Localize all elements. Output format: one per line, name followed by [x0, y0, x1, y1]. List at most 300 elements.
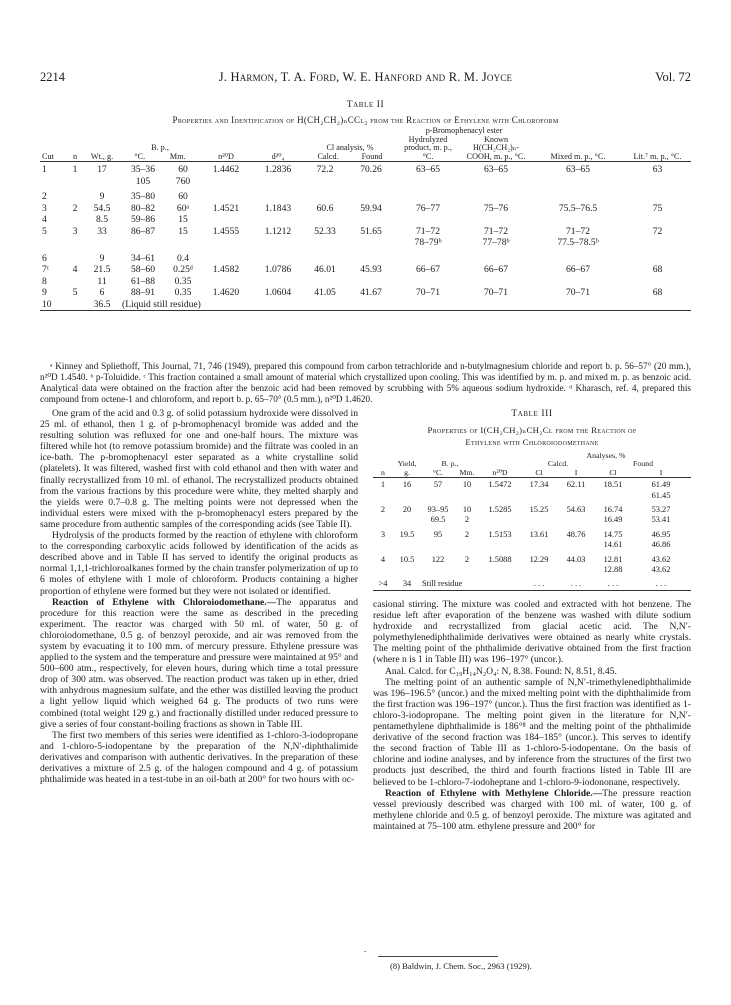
table3-caption-line2: Ethylene with Chloroiodomethane	[465, 437, 599, 447]
table-cell: 63–65	[484, 164, 508, 176]
table3-header-found: Found	[633, 459, 653, 469]
table-cell	[532, 176, 624, 188]
table-cell: 60.6	[316, 202, 334, 214]
table-cell	[304, 253, 346, 265]
table-cell	[200, 276, 252, 288]
table-cell: 60ᵃ	[176, 202, 190, 214]
table-cell: 57	[433, 480, 443, 490]
table-cell: 16.49	[603, 515, 623, 525]
table-cell: 59–86	[131, 214, 155, 226]
table-cell: 41.67	[360, 287, 382, 299]
table-cell	[66, 253, 84, 265]
table-cell	[421, 565, 455, 575]
table-cell: 11	[97, 275, 107, 287]
table2-header-pbromo: p-Bromophenacyl ester	[425, 126, 503, 135]
table-cell	[595, 491, 631, 501]
table-cell: 14.61	[603, 540, 623, 550]
paragraph	[373, 788, 691, 832]
table-cell: 58–60	[131, 264, 155, 276]
table-cell	[521, 491, 557, 501]
page-number: 2214	[40, 70, 65, 84]
table-cell	[84, 176, 120, 188]
table-cell: 66–67	[566, 264, 590, 276]
table3-header-n: n	[381, 467, 385, 477]
table-cell	[373, 491, 393, 501]
table2-title: Table II	[346, 100, 385, 110]
table-cell	[460, 176, 532, 188]
table-cell	[460, 253, 532, 265]
table-cell: 4	[42, 214, 47, 226]
table-cell: 4	[380, 554, 386, 564]
table-cell	[624, 214, 691, 226]
table3-header-mm: Mm.	[459, 467, 475, 477]
table2-header-lit: Lit.⁷ m. p., °C.	[633, 151, 682, 161]
table-cell: 46.95	[651, 529, 671, 539]
table-cell: 10.5	[399, 554, 415, 564]
table-cell: 63–65	[566, 164, 590, 176]
table-cell	[421, 491, 455, 501]
table-cell	[252, 191, 304, 203]
table-row	[40, 214, 691, 226]
table-cell: 18.51	[603, 480, 623, 490]
table2-header-wt: Wt., g.	[90, 151, 114, 161]
table3-last-dots: . . .	[607, 579, 619, 589]
table-cell	[40, 176, 66, 188]
table-cell: 68	[652, 264, 663, 276]
table-cell	[479, 515, 521, 525]
table2-header-n: n	[72, 151, 78, 161]
table-cell: 1.4462	[212, 164, 240, 176]
table2-header-cl-calcd: Calcd.	[317, 151, 339, 161]
table-cell: 34–61	[131, 252, 155, 264]
table-cell: 0.35	[174, 275, 192, 287]
table-cell: 54.5	[93, 202, 111, 214]
table2-header-cl-found: Found	[361, 151, 383, 161]
table-row	[373, 530, 691, 540]
table-cell	[532, 276, 624, 288]
table-cell: 5	[42, 225, 47, 237]
table-cell: 70–71	[566, 287, 590, 299]
table-cell: 13.61	[529, 529, 549, 539]
table-row	[373, 555, 691, 565]
table-cell: 54.63	[566, 505, 586, 515]
table-cell: 69.5	[430, 515, 446, 525]
table-cell	[252, 276, 304, 288]
footnote-rule	[378, 956, 498, 957]
table-cell: 62.11	[566, 480, 586, 490]
table-cell: 1.2836	[264, 164, 292, 176]
table2-header-cut: Cut	[42, 151, 54, 161]
table-cell: 2	[464, 515, 470, 525]
table-cell: 1.5088	[488, 554, 512, 564]
table-cell: 10	[462, 505, 472, 515]
table-cell: 61–88	[131, 275, 155, 287]
table-cell	[624, 276, 691, 288]
table-cell: 122	[431, 554, 445, 564]
table-cell	[200, 237, 252, 249]
table-cell: 41.05	[314, 287, 336, 299]
table-cell: 6	[42, 252, 47, 264]
table-cell: 75	[652, 202, 663, 214]
table-cell: 1.0604	[264, 287, 292, 299]
table-cell	[200, 176, 252, 188]
table-row	[40, 164, 691, 176]
table-cell: 53.27	[651, 505, 671, 515]
table-cell: 12.29	[529, 554, 549, 564]
table-cell: 72	[652, 225, 663, 237]
table-cell: 75–76	[484, 202, 508, 214]
stray-dot: .	[364, 944, 367, 954]
table-cell: 17	[97, 164, 107, 176]
table-cell	[396, 214, 460, 226]
table-cell: 72.2	[316, 164, 334, 176]
table-cell	[557, 540, 595, 550]
table-cell: 61.49	[651, 480, 671, 490]
table3-header-calcd-i: I	[574, 467, 578, 477]
table-cell: 0.35	[174, 287, 192, 299]
table-cell	[460, 276, 532, 288]
table-cell	[66, 276, 84, 288]
table-cell: 76–77	[416, 202, 440, 214]
table-cell: 15.25	[529, 505, 549, 515]
table-cell	[624, 191, 691, 203]
table-cell	[66, 214, 84, 226]
run-in-heading: Reaction of Ethylene with Methylene Chloride.—	[385, 787, 603, 799]
table2-last-note: (Liquid still residue)	[122, 298, 201, 310]
table-cell: 1.5285	[488, 505, 512, 515]
table-cell: 1	[42, 164, 47, 176]
table-cell	[40, 237, 66, 249]
table-row	[373, 565, 691, 575]
table3-last-dots: . . .	[655, 579, 667, 589]
table-cell: 88–91	[131, 287, 155, 299]
footnote-8: (8) Baldwin, J. Chem. Soc., 2963 (1929).	[390, 961, 532, 971]
table-cell: 93–95	[427, 505, 449, 515]
table2-header-bp-c: °C.	[134, 151, 146, 161]
table-cell: 12.81	[603, 554, 623, 564]
table-row	[40, 264, 691, 276]
table-row	[373, 515, 691, 525]
table2-last-cut: 10	[42, 298, 52, 310]
table3-header-yield: Yield,	[397, 459, 417, 469]
table-cell	[252, 253, 304, 265]
table3-header-calcd-cl: Cl	[535, 467, 543, 477]
table3-caption	[373, 424, 691, 448]
table-cell	[304, 214, 346, 226]
table-cell	[346, 191, 396, 203]
table-cell: 19.5	[399, 529, 415, 539]
table2-footnotes: ᵃ Kinney and Spliethoff, This Journal, 71, 746 (1949), prepared this compound from carbon tetrachloride and n-butylmagnesium chloride and report b. p. 56–57° (20 mm.), n²⁰D 1.4540. ᵇ p-Toluidide. ᶜ This fraction contained a small amount of material which crystallized upon cooling. This was identified by m. p. and mixed m. p. as benzoic acid. Analytical data were obtained on the fraction after the benzoic acid had been removed by scrubbing with 5% aqueous sodium hydroxide. ᵈ Kharasch, ref. 4, prepared this compound from octene-1 and chloroform, and report b. p. 65–70° (0.5 mm.), n²⁰D 1.4620.	[40, 361, 691, 404]
table3-header-analyses: Analyses, %	[586, 451, 626, 460]
table3-last-n: >4	[378, 579, 388, 589]
table-cell: 1.5472	[488, 480, 512, 490]
table-cell	[200, 253, 252, 265]
run-in-heading: Reaction of Ethylene with Chloroiodomethane.—	[52, 596, 277, 608]
table2-header-d: d²⁰₄	[271, 151, 285, 161]
table-cell: 9	[42, 287, 47, 299]
paragraph	[40, 597, 358, 730]
table-cell: 1.4620	[212, 287, 240, 299]
table-cell: 43.62	[651, 565, 671, 575]
table-cell: 1.4582	[212, 264, 240, 276]
table-cell	[373, 540, 393, 550]
table-cell	[479, 491, 521, 501]
table-cell: 75.5–76.5	[558, 202, 598, 214]
table-cell: 71–72	[484, 225, 508, 237]
table-cell: 70–71	[484, 287, 508, 299]
table-cell: 2	[464, 554, 470, 564]
table3-last-label: Still residue	[422, 579, 463, 589]
table2-header-bp: B. p.,	[151, 143, 169, 153]
table2-body	[40, 164, 691, 299]
table-cell	[346, 176, 396, 188]
table-cell	[393, 540, 421, 550]
table-cell: 1.4521	[212, 202, 240, 214]
table-cell	[252, 176, 304, 188]
table3-header-found-i: I	[659, 467, 663, 477]
table-cell: 68	[652, 287, 663, 299]
table-cell: 80–82	[131, 202, 155, 214]
table3-header-found-cl: Cl	[609, 467, 617, 477]
table-cell: 70.26	[360, 164, 382, 176]
table-cell: 33	[97, 225, 107, 237]
table3-last-dots: . . .	[533, 579, 545, 589]
table-cell	[521, 540, 557, 550]
table-cell	[557, 515, 595, 525]
table-row	[373, 480, 691, 490]
running-header	[40, 70, 691, 86]
table-cell: 16.74	[603, 505, 623, 515]
table-cell: 46.01	[314, 264, 336, 276]
left-column	[40, 408, 358, 785]
table-cell: 2	[464, 529, 470, 539]
table-cell: 21.5	[93, 264, 111, 276]
table-row	[40, 203, 691, 215]
table-cell	[460, 191, 532, 203]
table-cell	[624, 253, 691, 265]
table-cell	[393, 515, 421, 525]
table-cell: 0.4	[177, 252, 189, 264]
table3-caption-line1: Properties of I(CH₂CH₂)ₙCH₂Cl from the Reaction of	[427, 425, 637, 435]
table-cell	[532, 191, 624, 203]
table-row	[373, 579, 691, 590]
table-cell	[460, 214, 532, 226]
table-cell: 35–80	[131, 191, 155, 203]
table-cell	[252, 237, 304, 249]
table-row	[40, 253, 691, 265]
table-cell: 20	[402, 505, 412, 515]
table-cell	[455, 540, 479, 550]
table-cell	[557, 565, 595, 575]
table-cell	[532, 214, 624, 226]
table-cell: 71–72	[416, 225, 440, 237]
table-cell: 9	[99, 191, 105, 203]
table-cell: 95	[433, 529, 443, 539]
table-cell: 10	[462, 480, 472, 490]
table3-last-g: 34	[402, 579, 412, 589]
table-cell: 51.65	[360, 225, 382, 237]
table-cell: 1.4555	[212, 225, 240, 237]
table-cell	[120, 237, 166, 249]
table-cell	[396, 191, 460, 203]
table-cell: 1.0786	[264, 264, 292, 276]
table-cell: 59.94	[360, 202, 382, 214]
table-cell	[521, 565, 557, 575]
table-cell	[479, 565, 521, 575]
table3-last-dots: . . .	[570, 579, 582, 589]
table-cell: 52.33	[314, 225, 336, 237]
table2-caption: Properties and Identification of H(CH₂CH₂)ₙCCl₃ from the Reaction of Ethylene with Chloroform	[172, 115, 559, 125]
table-cell: 2	[42, 191, 47, 203]
table-cell	[66, 191, 84, 203]
table2	[40, 127, 691, 311]
table-cell: 4	[72, 264, 78, 276]
paragraph: One gram of the acid and 0.3 g. of solid potassium hydroxide were dissolved in 25 ml. of ethanol, then 1 g. of p-bromophenacyl bromide was added and the resulting solution was refluxed for one and one-half hours. The mixture was filtered while hot (to remove potassium bromide) and the filtrate was cooled in an ice-bath. The p-bromophenacyl ester separated as a white crystalline solid (platelets). It was filtered, washed first with cold ethanol and then with water and finally recrystallized from 10 ml. of ethanol. The recrystallized products obtained from the various fractions by this procedure were white, they melted sharply and the yields were 0.7–0.8 g. The melting points were not depressed when the individual esters were mixed with the p-bromophenacyl esters prepared by the same procedure from authentic samples of the corresponding acids (see Table II).	[40, 408, 358, 530]
table-row	[40, 287, 691, 299]
table-cell: 3	[72, 225, 78, 237]
table-cell: 1.5153	[488, 529, 512, 539]
table-cell: 17.34	[529, 480, 549, 490]
table-cell	[200, 214, 252, 226]
table-cell	[166, 237, 200, 249]
table-cell: 1.1843	[264, 202, 292, 214]
table-cell	[346, 214, 396, 226]
table-cell: 16	[402, 480, 412, 490]
table-row	[40, 176, 691, 188]
table-cell	[346, 237, 396, 249]
table-row	[40, 237, 691, 249]
table-cell: 9	[99, 252, 105, 264]
table-row	[40, 191, 691, 203]
table-cell	[393, 565, 421, 575]
table-cell: 105	[135, 175, 151, 187]
table-cell: 1.1212	[264, 225, 292, 237]
table-cell: 86–87	[131, 225, 155, 237]
table-cell: 60	[178, 164, 188, 176]
table-row	[373, 505, 691, 515]
table-cell: 3	[380, 529, 386, 539]
table-cell	[346, 253, 396, 265]
table-cell	[396, 176, 460, 188]
table3-header-calcd: Calcd.	[547, 459, 569, 469]
table-cell	[84, 237, 120, 249]
table-cell	[624, 237, 691, 249]
table-cell: 14.75	[603, 529, 623, 539]
table-cell: 77.5–78.5ᵇ	[557, 237, 599, 249]
table-cell: 6	[99, 287, 105, 299]
table-cell: 1	[72, 164, 78, 176]
table-cell: 3	[42, 202, 47, 214]
table-cell	[532, 253, 624, 265]
table-cell: 66–67	[416, 264, 440, 276]
table-cell: 53.41	[651, 515, 671, 525]
table-cell: 71–72	[566, 225, 590, 237]
table3-title: Table III	[511, 409, 553, 419]
table-cell: 2	[380, 505, 386, 515]
table-cell	[624, 176, 691, 188]
paragraph: Hydrolysis of the products formed by the reaction of ethylene with chloroform to the corresponding carboxylic acids followed by identification of the acids as described above and in Table II has served to identify the original products as normal 1,1,1-trichloroalkanes formed by the chain transfer polymerization of up to 6 moles of ethylene with 1 mole of chloroform. Products containing a higher proportion of ethylene were formed but they were not isolated or identified.	[40, 530, 358, 597]
table-cell	[66, 176, 84, 188]
table2-header-cl: Cl analysis, %	[326, 143, 374, 153]
table-cell	[393, 491, 421, 501]
table-cell	[396, 253, 460, 265]
table-cell: 48.76	[566, 529, 586, 539]
table2-header-known: Known H(CH₂CH₂)ₙ-COOH, m. p., °C.	[466, 134, 526, 161]
table-row	[373, 491, 691, 501]
table2-header-mixed: Mixed m. p., °C.	[550, 151, 606, 161]
table-row	[40, 226, 691, 238]
table-cell: 15	[178, 214, 188, 226]
table-cell	[396, 276, 460, 288]
table-cell: 7ᶜ	[42, 264, 50, 276]
table-cell: 78–79ᵇ	[414, 237, 442, 249]
table-cell	[304, 191, 346, 203]
table-cell: 15	[178, 225, 188, 237]
table-cell	[304, 237, 346, 249]
table-cell	[557, 491, 595, 501]
table-cell: 35–36	[131, 164, 155, 176]
table-cell: 12.88	[603, 565, 623, 575]
table-cell	[421, 540, 455, 550]
table-cell: 1	[380, 480, 386, 490]
table-cell	[304, 176, 346, 188]
header-volume: Vol. 72	[655, 70, 691, 84]
table-cell: 60	[178, 191, 188, 203]
table-cell	[304, 276, 346, 288]
table-cell	[455, 565, 479, 575]
table-cell: 77–78ᵇ	[482, 237, 510, 249]
table-cell: 2	[72, 202, 78, 214]
paragraph: The first two members of this series were identified as 1-chloro-3-iodopropane and 1-chloro-5-iodopentane by the preparation of the N,N′-diphthalimide derivatives and comparison with authentic derivatives. In the preparation of these derivatives a mixture of 2.5 g. of the halogen compound and 4 g. of potassium phthalimide was heated in a test-tube in an oil-bath at 200° for two hours with oc-	[40, 729, 358, 786]
table-cell	[455, 491, 479, 501]
table-cell: 63	[652, 164, 663, 176]
table-cell: 43.62	[651, 554, 671, 564]
table-cell: 46.86	[651, 540, 671, 550]
table3-header-c: °C.	[432, 467, 444, 477]
table-cell	[373, 565, 393, 575]
table-cell: 70–71	[416, 287, 440, 299]
table-cell	[346, 276, 396, 288]
table-cell: 0.25ᵈ	[173, 264, 193, 276]
table-cell	[479, 540, 521, 550]
table-cell	[521, 515, 557, 525]
table2-header-hydrolyzed: Hydrolyzed product, m. p., °C.	[404, 134, 452, 161]
table-cell: 44.03	[566, 554, 586, 564]
right-column	[373, 599, 691, 832]
table3-body	[373, 480, 691, 575]
paragraph-text: The apparatus and procedure for this reaction were the same as described in the preceding experiment. The reactor was charged with 50 ml. of water, 50 g. of chloroiodomethane, 0.5 g. of benzoyl peroxide, and air was removed from the system by evacuating it to 100 mm. of mercury pressure. Ethylene pressure was applied to the system and the temperature and pressure were maintained at 95° and 500–600 atm., respectively, for eleven hours, during which time a total pressure drop of 300 atm. was observed. The reaction product was taken up in ether, dried with anhydrous magnesium sulfate, and the ether was distilled leaving the product a light yellow liquid which weighed 64 g. The products of two runs were combined (total weight 129 g.) and fractionally distilled under reduced pressure to give a series of four constant-boiling fractions as shown in Table III.	[40, 596, 358, 730]
table-cell: 5	[72, 287, 78, 299]
table-cell	[373, 515, 393, 525]
table-cell: 45.93	[360, 264, 382, 276]
paragraph: The melting point of an authentic sample of N,N′-trimethylenediphthalimide was 196–196.5° (uncor.) and the mixed melting point with the diphthalimide from the first fraction was 196–197° (uncor.). Thus the first fraction was identified as 1-chloro-3-iodopropane. The melting point given in the literature for N,N′-pentamethylene diphthalimide is 186°⁸ and the melting point of the phthalimide derivative of the second fraction was 184–185° (uncor.). This serves to identify the second fraction of Table III as 1-chloro-5-iodopentane. On the basis of chlorine and iodine analyses, and by inference from the structures of the first two products just described, the third and fourth fractions listed in Table III are believed to be 1-chloro-7-iodoheptane and 1-chloro-9-iodononane, respectively.	[373, 676, 691, 788]
table3-header-g: g.	[404, 467, 410, 477]
paragraph-text: The pressure reaction vessel previously described was charged with 100 ml. of water, 100 g. of methylene chloride and 0.5 g. of benzoyl peroxide. The mixture was agitated and maintained at 75–100 atm. ethylene pressure and 200° for	[373, 787, 691, 832]
table2-header-bp-mm: Mm.	[169, 151, 186, 161]
table-row	[373, 540, 691, 550]
paragraph: Anal. Calcd. for C₁₉H₁₄N₂O₄: N, 8.38. Found: N, 8.51, 8.45.	[385, 665, 617, 677]
table-cell: 66–67	[484, 264, 508, 276]
table-cell: 8.5	[96, 214, 108, 226]
table-row	[40, 276, 691, 288]
table-cell	[200, 191, 252, 203]
table2-header-nd: n²⁰D	[218, 151, 234, 161]
table-row	[40, 299, 691, 311]
table-cell: 61.45	[651, 490, 671, 500]
paragraph: casional stirring. The mixture was cooled and extracted with hot benzene. The residue left after evaporation of the benzene was washed with dilute sodium hydroxide and recrystallized from glacial acetic acid. The N,N′-polymethylenediphthalimide derivatives were obtained as nearly white crystals. The melting point of the phthalimide derivative obtained from the first fraction (where n is 1 in Table III) was 196–197° (uncor.).	[373, 599, 691, 666]
table-cell: 8	[42, 275, 47, 287]
table-cell	[252, 214, 304, 226]
